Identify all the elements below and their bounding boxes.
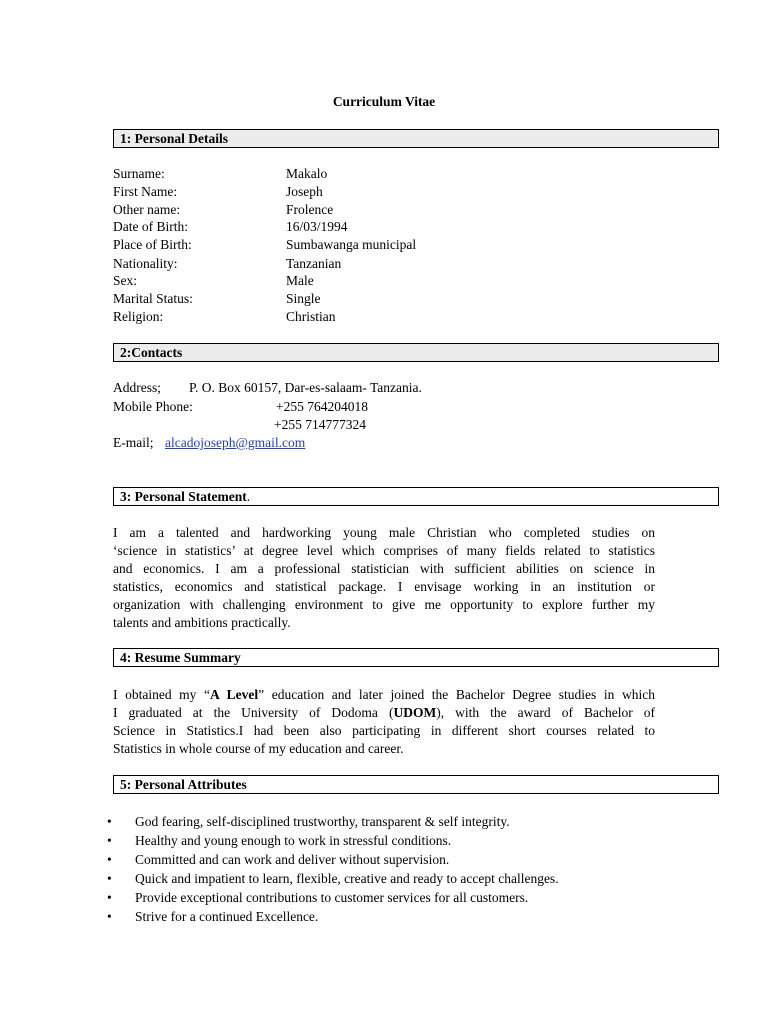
section-heading-personal-details: 1: Personal Details — [113, 129, 719, 148]
email-link[interactable]: alcadojoseph@gmail.com — [165, 435, 306, 450]
mobile-number-1: +255 764204018 — [276, 399, 368, 414]
detail-value: Makalo — [286, 166, 328, 181]
resume-summary-paragraph — [113, 686, 655, 758]
address-label: Address; — [113, 380, 161, 395]
detail-label: Surname: — [113, 166, 165, 181]
address-value: P. O. Box 60157, Dar-es-salaam- Tanzania. — [189, 380, 422, 395]
paragraph-line: talents and ambitions practically. — [113, 615, 291, 630]
detail-value: Male — [286, 273, 314, 288]
paragraph-line: ‘science in statistics’ at degree level which comprises of many fields related to statistics — [113, 543, 655, 558]
list-item-text: Healthy and young enough to work in stressful conditions. — [135, 833, 452, 848]
detail-label: Date of Birth: — [113, 219, 188, 234]
section-heading-contacts: 2:Contacts — [113, 343, 719, 362]
mobile-label: Mobile Phone: — [113, 399, 193, 414]
detail-label: Sex: — [113, 273, 138, 288]
email-label: E-mail; — [113, 435, 154, 450]
section-heading-resume-summary: 4: Resume Summary — [113, 648, 719, 667]
text-run: ” education and later joined the Bachelor Degree studies in which — [258, 687, 655, 702]
text-run: I graduated at the University of Dodoma ( — [113, 705, 394, 720]
section-heading-text: 3: Personal Statement — [120, 489, 247, 504]
text-run: ), with the award of Bachelor of — [436, 705, 655, 720]
text-run: I obtained my “ — [113, 687, 211, 702]
detail-value: Tanzanian — [286, 256, 342, 271]
paragraph-line: and economics. I am a professional statistician with sufficient abilities on science in — [113, 561, 655, 576]
list-item-text: God fearing, self-disciplined trustworthy, transparent & self integrity. — [135, 814, 510, 829]
list-item-text: Quick and impatient to learn, flexible, creative and ready to accept challenges. — [135, 871, 559, 886]
list-item-text: Strive for a continued Excellence. — [135, 909, 319, 924]
bullet-icon: • — [107, 814, 112, 829]
personal-statement-paragraph — [113, 524, 655, 632]
detail-value: Frolence — [286, 202, 334, 217]
paragraph-line: statistics, economics and statistical package. I envisage working in an institution or — [113, 579, 655, 594]
list-item-text: Provide exceptional contributions to customer services for all customers. — [135, 890, 529, 905]
list-item — [105, 888, 559, 907]
detail-label: Religion: — [113, 309, 164, 324]
list-item — [105, 907, 559, 926]
paragraph-line: Science in Statistics.I had been also participating in different short courses related to — [113, 723, 655, 738]
paragraph-line — [113, 704, 655, 722]
detail-value: Single — [286, 291, 321, 306]
bold-run: A Level — [210, 687, 259, 702]
list-item — [105, 869, 559, 888]
detail-label: Nationality: — [113, 256, 178, 271]
list-item — [105, 850, 559, 869]
document-title: Curriculum Vitae — [332, 94, 436, 109]
paragraph-line — [113, 686, 655, 704]
bullet-icon: • — [107, 909, 112, 924]
attributes-list — [105, 812, 559, 926]
section-heading-personal-attributes: 5: Personal Attributes — [113, 775, 719, 794]
detail-value: Joseph — [286, 184, 323, 199]
bold-run: UDOM — [393, 705, 437, 720]
section-heading-personal-statement — [113, 487, 719, 506]
detail-value: 16/03/1994 — [286, 219, 348, 234]
detail-label: First Name: — [113, 184, 178, 199]
list-item — [105, 831, 559, 850]
heading-suffix: . — [246, 489, 251, 504]
mobile-number-2: +255 714777324 — [274, 417, 366, 432]
list-item-text: Committed and can work and deliver without supervision. — [135, 852, 450, 867]
bullet-icon: • — [107, 871, 112, 886]
bullet-icon: • — [107, 833, 112, 848]
list-item — [105, 812, 559, 831]
detail-value: Christian — [286, 309, 336, 324]
bullet-icon: • — [107, 890, 112, 905]
paragraph-line: organization with challenging environment to give me opportunity to explore further my — [113, 597, 655, 612]
paragraph-line: Statistics in whole course of my education and career. — [113, 741, 404, 756]
detail-label: Other name: — [113, 202, 181, 217]
detail-label: Marital Status: — [113, 291, 193, 306]
detail-label: Place of Birth: — [113, 237, 192, 252]
paragraph-line: I am a talented and hardworking young male Christian who completed studies on — [113, 525, 655, 540]
detail-value: Sumbawanga municipal — [286, 237, 417, 252]
bullet-icon: • — [107, 852, 112, 867]
